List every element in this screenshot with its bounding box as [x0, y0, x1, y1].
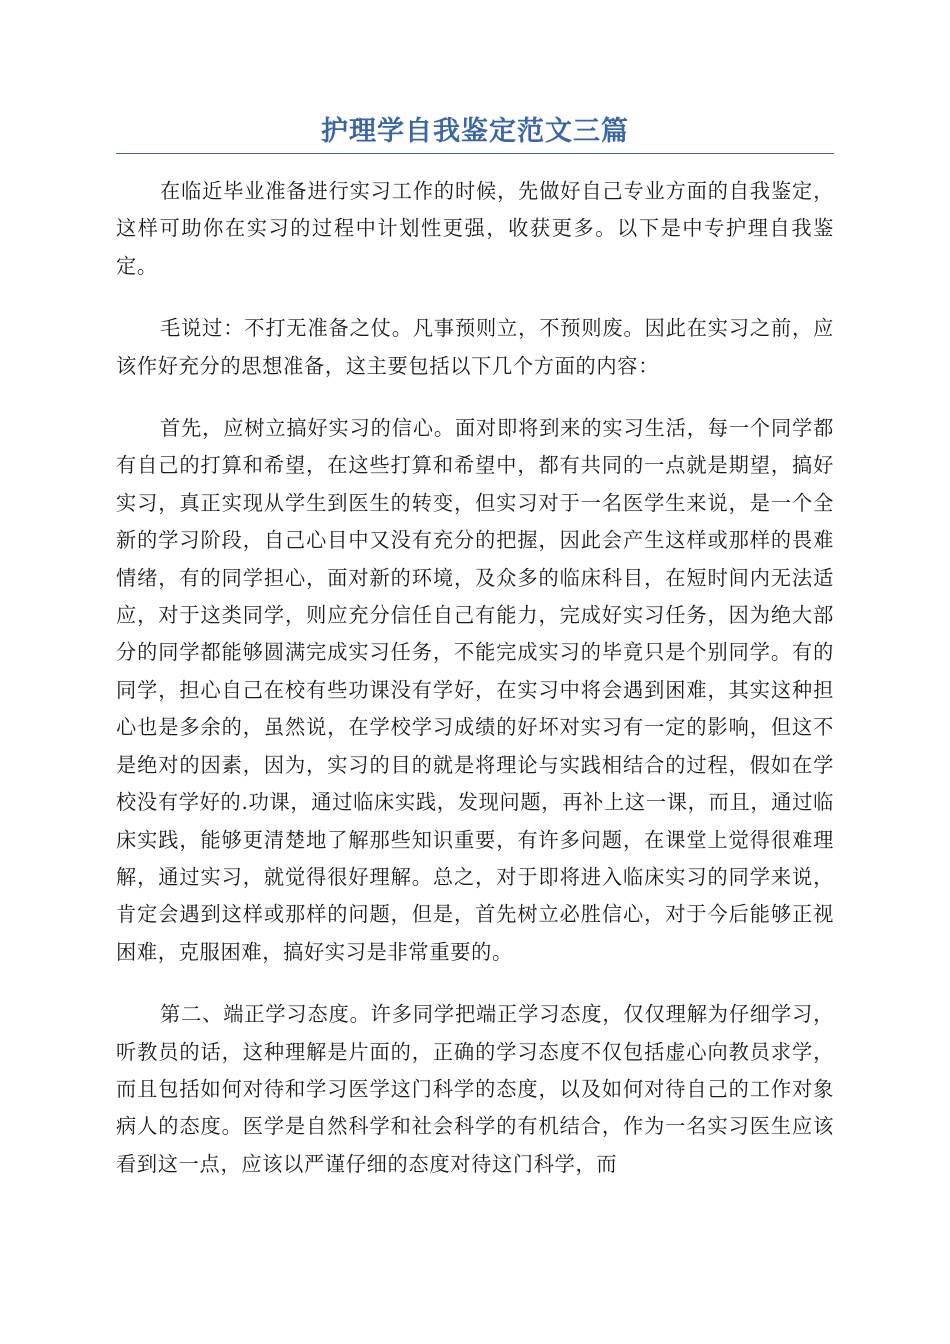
paragraph-second-point: 第二、端正学习态度。许多同学把端正学习态度，仅仅理解为仔细学习，听教员的话，这种理解是片面的，正确的学习态度不仅包括虚心向教员求学，而且包括如何对待和学习医学这门科学的态度，以及如何对待自己的工作对象病人的态度。医学是自然科学和社会科学的有机结合，作为一名实习医生应该看到这一点，应该以严谨仔细的态度对待这门科学，而	[116, 1002, 834, 1176]
document-title: 护理学自我鉴定范文三篇	[321, 116, 629, 147]
paragraph-first-point: 首先，应树立搞好实习的信心。面对即将到来的实习生活，每一个同学都有自己的打算和希望，在这些打算和希望中，都有共同的一点就是期望，搞好实习，真正实现从学生到医生的转变，但实习对于一名医学生来说，是一个全新的学习阶段，自己心目中又没有充分的把握，因此会产生这样或那样的畏难情绪，有的同学担心，面对新的环境，及众多的临床科目，在短时间内无法适应，对于这类同学，则应充分信任自己有能力，完成好实习任务，因为绝大部分的同学都能够圆满完成实习任务，不能完成实习的毕竟只是个别同学。有的同学，担心自己在校有些功课没有学好，在实习中将会遇到困难，其实这种担心也是多余的，虽然说，在学校学习成绩的好坏对实习有一定的影响，但这不是绝对的因素，因为，实习的目的就是将理论与实践相结合的过程，假如在学校没有学好的.功课，通过临床实践，发现问题，再补上这一课，而且，通过临床实践，能够更清楚地了解那些知识重要，有许多问题，在课堂上觉得很难理解，通过实习，就觉得很好理解。总之，对于即将进入临床实习的同学来说，肯定会遇到这样或那样的问题，但是，首先树立必胜信心，对于今后能够正视困难，克服困难，搞好实习是非常重要的。	[116, 416, 834, 964]
document-body	[116, 173, 834, 1208]
paragraph-intro: 在临近毕业准备进行实习工作的时候，先做好自己专业方面的自我鉴定，这样可助你在实习的过程中计划性更强，收获更多。以下是中专护理自我鉴定。	[116, 179, 834, 278]
title-underline	[116, 153, 834, 154]
paragraph-quote: 毛说过：不打无准备之仗。凡事预则立，不预则废。因此在实习之前，应该作好充分的思想准备，这主要包括以下几个方面的内容：	[116, 316, 834, 378]
